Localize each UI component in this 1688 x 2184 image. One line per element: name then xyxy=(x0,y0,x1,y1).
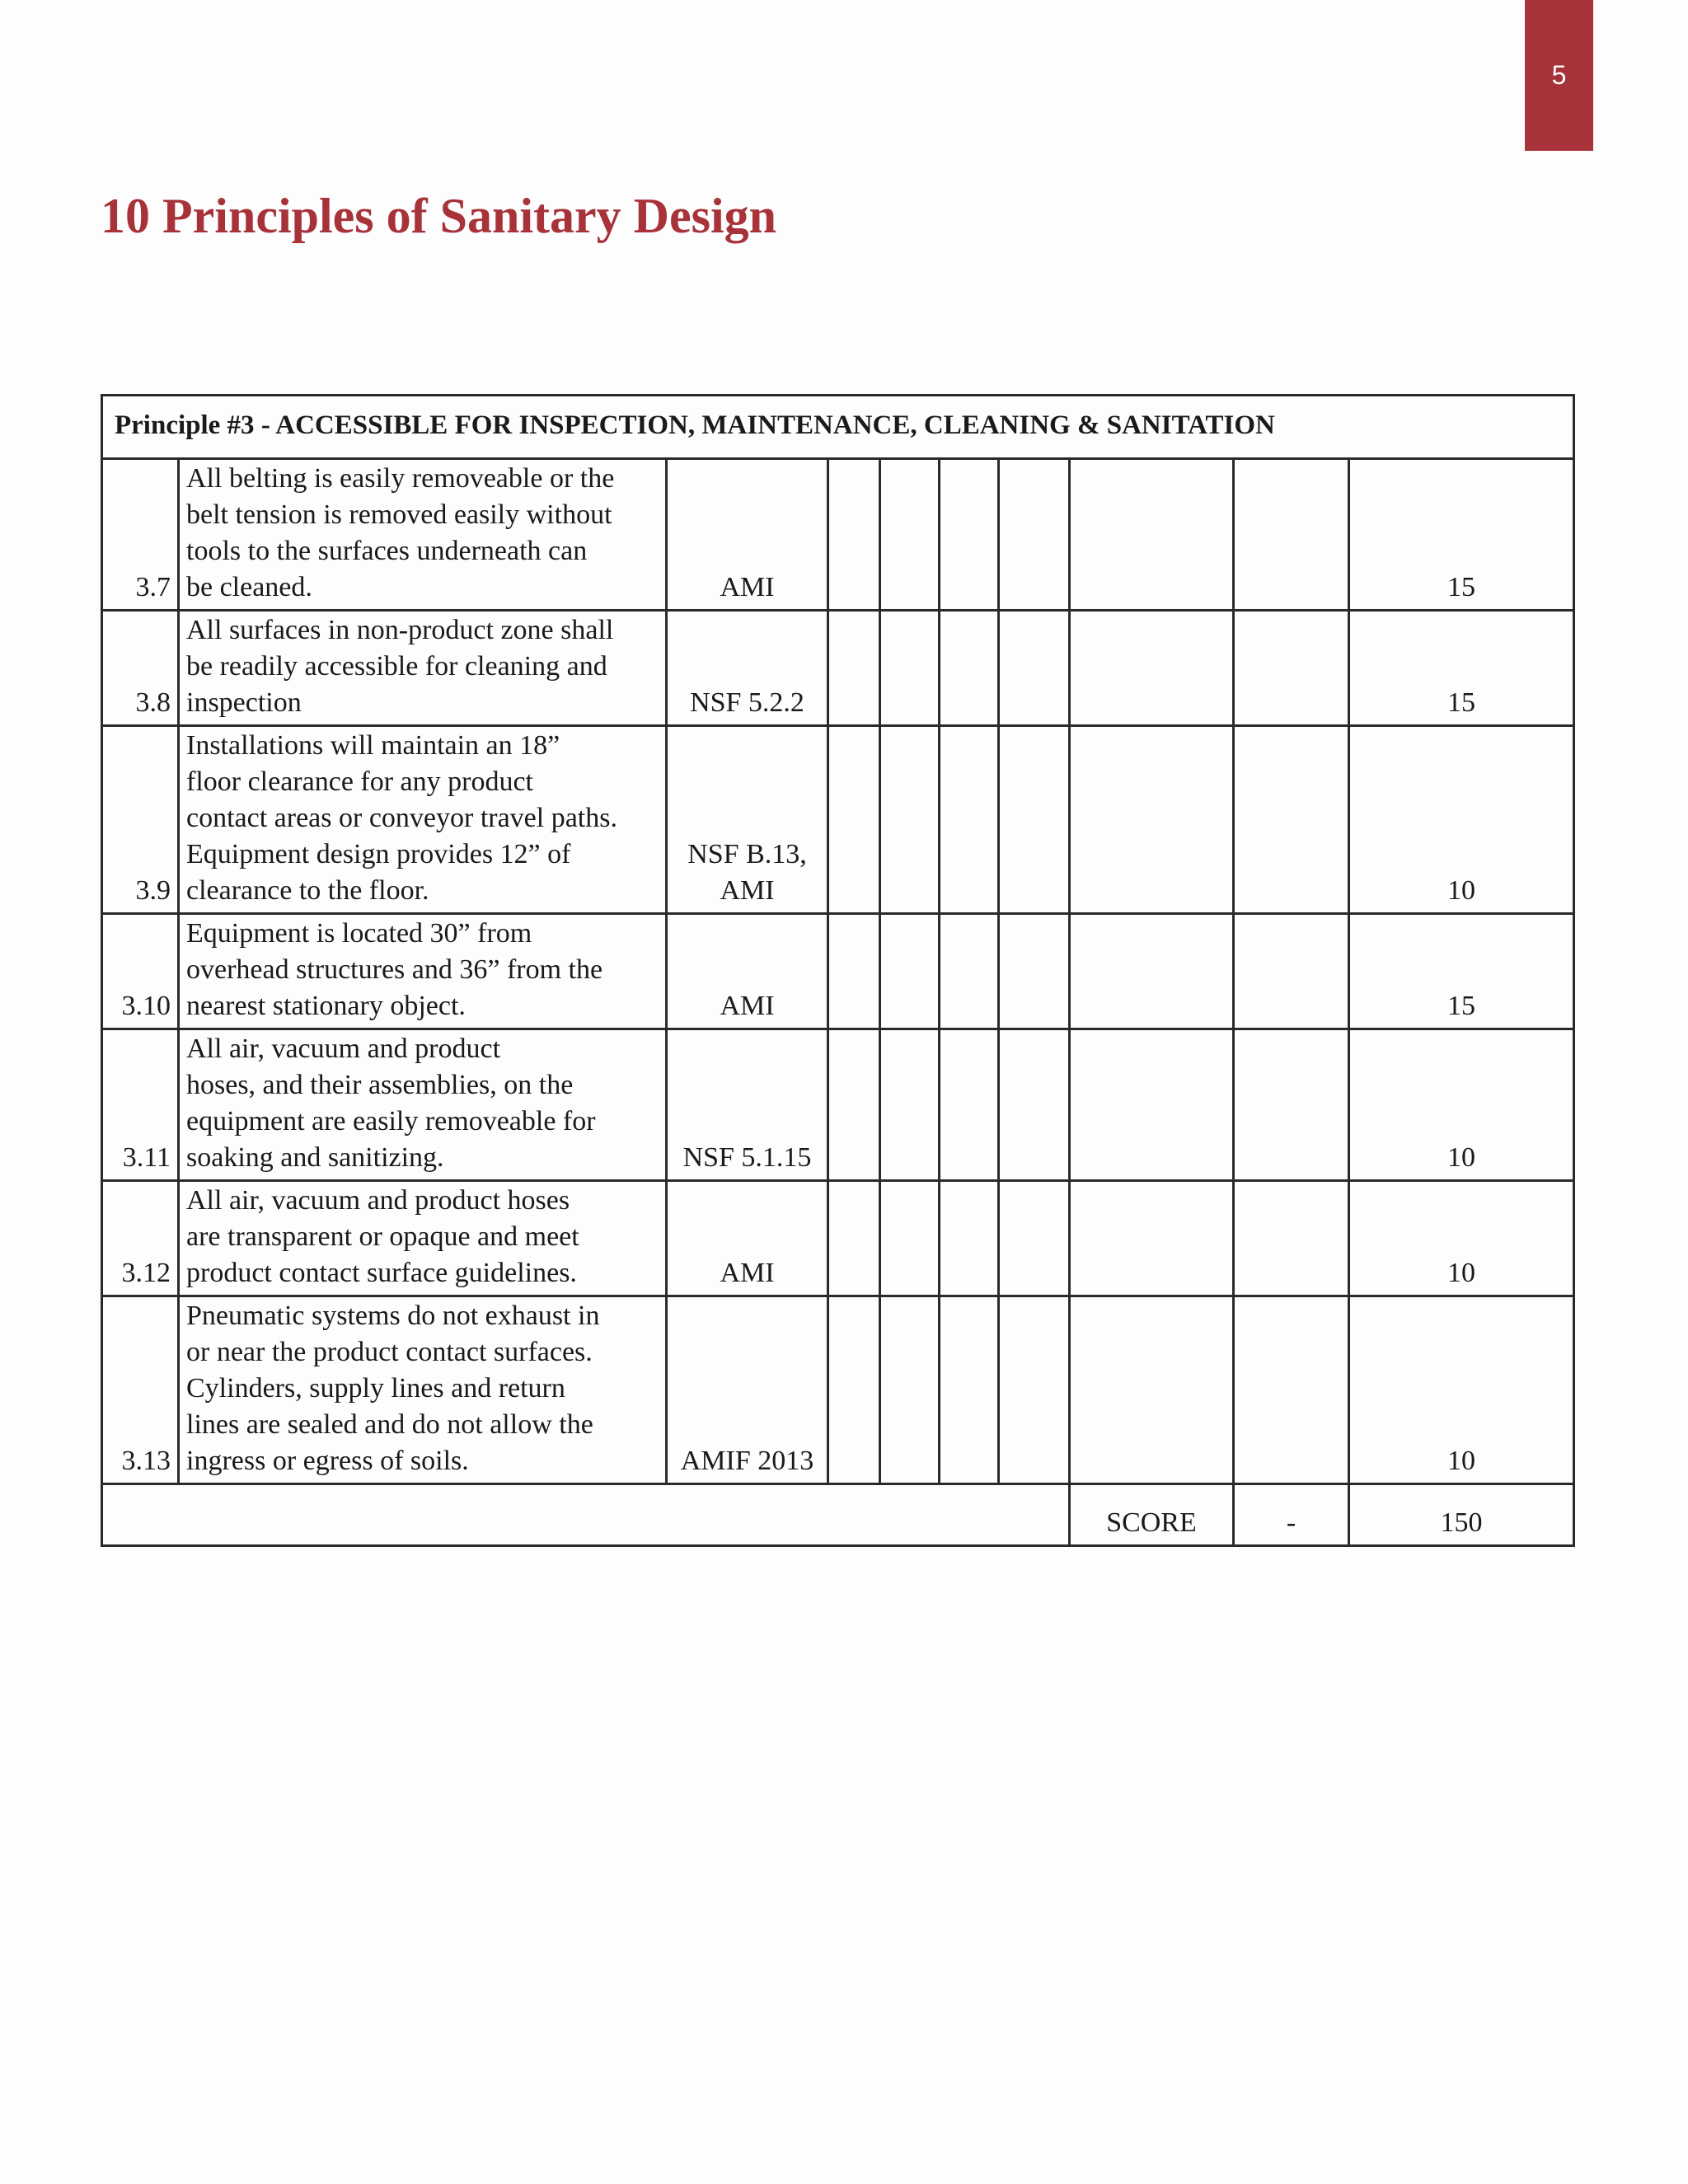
blank-cell xyxy=(828,726,880,914)
blank-cell xyxy=(880,611,940,726)
reference-line: AMIF 2013 xyxy=(680,1446,814,1476)
score-earned: - xyxy=(1234,1484,1349,1546)
blank-cell xyxy=(1234,1029,1349,1181)
blank-cell xyxy=(1234,726,1349,914)
table-row xyxy=(102,1181,1574,1296)
reference-line: AMI xyxy=(720,875,775,906)
description-line: are transparent or opaque and meet xyxy=(186,1221,579,1252)
item-description xyxy=(179,1296,667,1484)
item-points: 15 xyxy=(1349,611,1574,726)
blank-cell xyxy=(828,459,880,611)
blank-cell xyxy=(828,1296,880,1484)
principle-title: ACCESSIBLE FOR INSPECTION, MAINTENANCE, CLEANING & SANITATION xyxy=(275,410,1275,440)
blank-cell xyxy=(940,1029,999,1181)
item-reference xyxy=(667,611,828,726)
page-title: 10 Principles of Sanitary Design xyxy=(101,189,776,243)
table-row xyxy=(102,726,1574,914)
item-reference xyxy=(667,1029,828,1181)
item-reference xyxy=(667,1181,828,1296)
item-reference xyxy=(667,726,828,914)
blank-cell xyxy=(1070,459,1234,611)
item-description xyxy=(179,611,667,726)
description-line: nearest stationary object. xyxy=(186,991,466,1021)
item-points: 10 xyxy=(1349,1296,1574,1484)
description-line: Equipment is located 30” from xyxy=(186,918,532,949)
blank-cell xyxy=(1234,459,1349,611)
description-line: tools to the surfaces underneath can xyxy=(186,536,588,566)
item-reference xyxy=(667,1296,828,1484)
page-number: 5 xyxy=(1551,60,1567,90)
blank-cell xyxy=(999,726,1070,914)
description-line: Installations will maintain an 18” xyxy=(186,730,560,761)
blank-cell xyxy=(828,611,880,726)
description-line: All air, vacuum and product hoses xyxy=(186,1185,570,1216)
item-points: 10 xyxy=(1349,1181,1574,1296)
table-row xyxy=(102,914,1574,1029)
item-description xyxy=(179,914,667,1029)
item-number: 3.7 xyxy=(102,459,179,611)
description-line: belt tension is removed easily without xyxy=(186,499,612,530)
blank-cell xyxy=(880,1181,940,1296)
item-number: 3.9 xyxy=(102,726,179,914)
blank-cell xyxy=(999,459,1070,611)
blank-cell xyxy=(1234,611,1349,726)
description-line: soaking and sanitizing. xyxy=(186,1142,444,1173)
item-number: 3.11 xyxy=(102,1029,179,1181)
blank-cell xyxy=(940,1296,999,1484)
blank-cell xyxy=(999,914,1070,1029)
description-line: or near the product contact surfaces. xyxy=(186,1337,593,1367)
blank-cell xyxy=(880,459,940,611)
description-line: All belting is easily removeable or the xyxy=(186,463,615,494)
description-line: All air, vacuum and product xyxy=(186,1033,501,1064)
score-label: SCORE xyxy=(1070,1484,1234,1546)
blank-cell xyxy=(999,1181,1070,1296)
description-line: Equipment design provides 12” of xyxy=(186,839,571,869)
blank-cell xyxy=(828,1029,880,1181)
description-line: product contact surface guidelines. xyxy=(186,1258,577,1288)
item-number: 3.12 xyxy=(102,1181,179,1296)
blank-cell xyxy=(880,726,940,914)
blank-cell xyxy=(999,1296,1070,1484)
blank-cell xyxy=(880,1296,940,1484)
item-description xyxy=(179,459,667,611)
reference-line: NSF B.13, xyxy=(687,839,807,869)
item-description xyxy=(179,1181,667,1296)
blank-cell xyxy=(999,611,1070,726)
item-points: 15 xyxy=(1349,459,1574,611)
principle-header xyxy=(102,396,1574,459)
table-row xyxy=(102,611,1574,726)
description-line: equipment are easily removeable for xyxy=(186,1106,596,1137)
score-total: 150 xyxy=(1349,1484,1574,1546)
principle-checklist-table xyxy=(101,394,1575,1547)
blank-cell xyxy=(1070,1296,1234,1484)
blank-cell xyxy=(1070,611,1234,726)
description-line: inspection xyxy=(186,687,302,718)
blank-cell xyxy=(1234,914,1349,1029)
reference-line: NSF 5.2.2 xyxy=(690,687,804,718)
blank-cell xyxy=(1070,726,1234,914)
blank-cell xyxy=(940,459,999,611)
item-points: 10 xyxy=(1349,726,1574,914)
description-line: hoses, and their assemblies, on the xyxy=(186,1070,574,1100)
table-row xyxy=(102,1296,1574,1484)
blank-cell xyxy=(940,611,999,726)
item-reference xyxy=(667,914,828,1029)
score-row xyxy=(102,1484,1574,1546)
blank-cell xyxy=(1070,1029,1234,1181)
table-body xyxy=(102,396,1574,1546)
blank-cell xyxy=(880,914,940,1029)
description-line: floor clearance for any product xyxy=(186,766,533,797)
item-points: 10 xyxy=(1349,1029,1574,1181)
item-points: 15 xyxy=(1349,914,1574,1029)
item-reference xyxy=(667,459,828,611)
blank-cell xyxy=(1070,914,1234,1029)
description-line: All surfaces in non-product zone shall xyxy=(186,615,614,645)
description-line: ingress or egress of soils. xyxy=(186,1446,469,1476)
blank-cell xyxy=(1234,1296,1349,1484)
blank-cell xyxy=(1234,1181,1349,1296)
reference-line: AMI xyxy=(720,991,775,1021)
blank-cell xyxy=(1070,1181,1234,1296)
item-number: 3.10 xyxy=(102,914,179,1029)
description-line: lines are sealed and do not allow the xyxy=(186,1409,593,1440)
description-line: be readily accessible for cleaning and xyxy=(186,651,607,682)
blank-cell xyxy=(940,726,999,914)
item-description xyxy=(179,726,667,914)
blank-cell xyxy=(940,914,999,1029)
blank-cell xyxy=(999,1029,1070,1181)
description-line: contact areas or conveyor travel paths. xyxy=(186,803,617,833)
reference-line: AMI xyxy=(720,1258,775,1288)
reference-line: AMI xyxy=(720,572,775,602)
item-description xyxy=(179,1029,667,1181)
reference-line: NSF 5.1.15 xyxy=(682,1142,812,1173)
principle-number: Principle #3 xyxy=(115,410,255,440)
description-line: Pneumatic systems do not exhaust in xyxy=(186,1301,600,1331)
item-number: 3.8 xyxy=(102,611,179,726)
description-line: overhead structures and 36” from the xyxy=(186,954,603,985)
blank-cell xyxy=(828,1181,880,1296)
blank-cell xyxy=(828,914,880,1029)
principle-separator: - xyxy=(254,410,276,440)
description-line: Cylinders, supply lines and return xyxy=(186,1373,565,1404)
table-row xyxy=(102,1029,1574,1181)
score-row-blank xyxy=(102,1484,1070,1546)
description-line: clearance to the floor. xyxy=(186,875,429,906)
table-row xyxy=(102,459,1574,611)
blank-cell xyxy=(940,1181,999,1296)
blank-cell xyxy=(880,1029,940,1181)
principle-header-row xyxy=(102,396,1574,459)
description-line: be cleaned. xyxy=(186,572,312,602)
page-number-tab xyxy=(1525,0,1593,151)
item-number: 3.13 xyxy=(102,1296,179,1484)
